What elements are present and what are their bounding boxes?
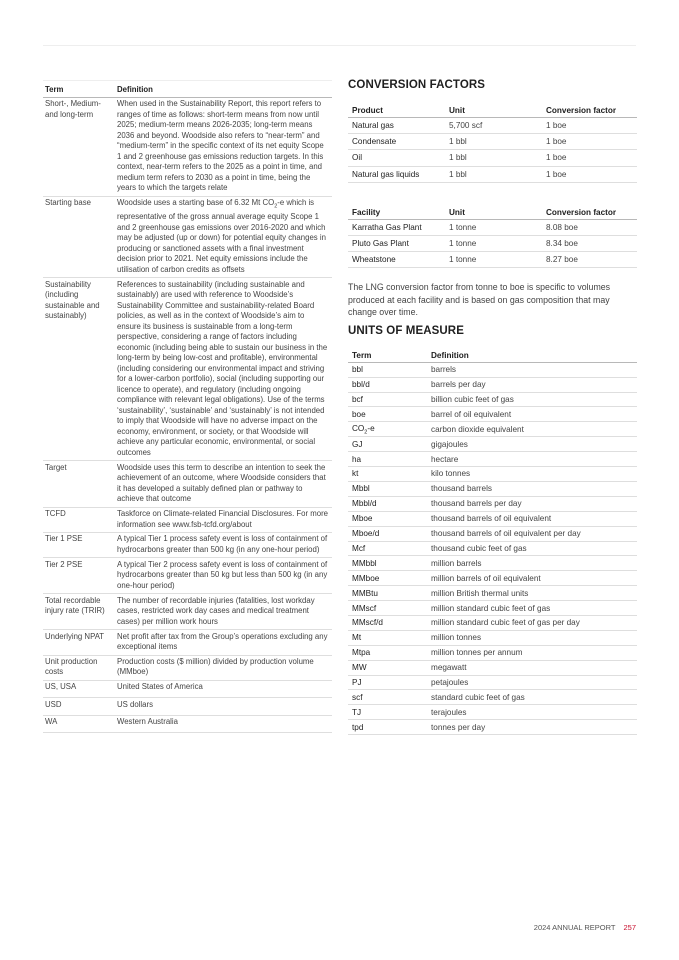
unit-term: boe: [348, 407, 427, 422]
unit-term: GJ: [348, 437, 427, 452]
units-of-measure-title: UNITS OF MEASURE: [348, 324, 464, 337]
table-row: [348, 467, 637, 482]
conversion-factors-title: CONVERSION FACTORS: [348, 79, 486, 91]
glossary-term: Underlying NPAT: [43, 630, 113, 655]
unit-definition: standard cubic feet of gas: [427, 690, 637, 705]
unit-definition: million tonnes: [427, 630, 637, 645]
table-row: [348, 556, 637, 571]
unit-term: Mbbl: [348, 481, 427, 496]
table-row: [43, 461, 332, 507]
column-header: Facility: [348, 206, 445, 220]
unit-definition: gigajoules: [427, 437, 637, 452]
glossary-definition: A typical Tier 2 process safety event is loss of containment of hydrocarbons greater than 50 kg but less than 500 kg (in any one-hour period): [113, 558, 332, 594]
table-row: [43, 655, 332, 680]
column-header: Definition: [427, 350, 637, 363]
table-row: [348, 675, 637, 690]
table-row: [43, 533, 332, 558]
table-row: [348, 150, 637, 166]
product-cell: Condensate: [348, 134, 445, 150]
glossary-definition: [113, 196, 332, 277]
glossary-term: TCFD: [43, 507, 113, 532]
factor-cell: 1 boe: [542, 118, 637, 134]
table-row: [43, 698, 332, 715]
glossary-definition-header: Definition: [113, 81, 332, 98]
report-name: 2024 ANNUAL REPORT: [533, 923, 616, 932]
glossary-definition: The number of recordable injuries (fatalities, lost workday cases, restricted work day cases and medical treatment cases) per million work hours: [113, 594, 332, 630]
unit-term: MW: [348, 660, 427, 675]
table-row: [348, 511, 637, 526]
page-footer: [534, 923, 636, 932]
glossary-term: WA: [43, 715, 113, 732]
table-row: [348, 235, 637, 251]
table-header-row: [348, 206, 637, 220]
glossary-definition: United States of America: [113, 680, 332, 697]
table-row: [348, 392, 637, 407]
table-row: [348, 660, 637, 675]
table-row: [43, 558, 332, 594]
glossary-term: Tier 1 PSE: [43, 533, 113, 558]
unit-term: tpd: [348, 720, 427, 735]
units-of-measure-table: [348, 350, 637, 735]
unit-term: Mboe/d: [348, 526, 427, 541]
unit-definition: hectare: [427, 452, 637, 467]
glossary-term: US, USA: [43, 680, 113, 697]
glossary-term: Target: [43, 461, 113, 507]
column-header: Term: [348, 350, 427, 363]
table-row: [43, 630, 332, 655]
glossary-term: USD: [43, 698, 113, 715]
glossary-term: Tier 2 PSE: [43, 558, 113, 594]
unit-definition: million barrels: [427, 556, 637, 571]
unit-term: scf: [348, 690, 427, 705]
glossary-definition: US dollars: [113, 698, 332, 715]
product-cell: Natural gas: [348, 118, 445, 134]
unit-term: Mcf: [348, 541, 427, 556]
glossary-section: [43, 80, 332, 733]
table-row: [348, 586, 637, 601]
unit-term: Mtpa: [348, 645, 427, 660]
table-row: [43, 594, 332, 630]
unit-cell: 1 bbl: [445, 150, 542, 166]
unit-term: kt: [348, 467, 427, 482]
unit-cell: 1 tonne: [445, 235, 542, 251]
table-row: [348, 422, 637, 437]
table-row: [43, 98, 332, 197]
unit-term: MMBtu: [348, 586, 427, 601]
unit-definition: million standard cubic feet of gas: [427, 601, 637, 616]
unit-definition: carbon dioxide equivalent: [427, 422, 637, 437]
unit-term: TJ: [348, 705, 427, 720]
glossary-definition: References to sustainability (including sustainable and sustainably) are used with reference to Woodside’s Sustainability Committee and sustainability-related Board policies, as well as in the context of Woodside’s aim to ensure its business is sustainable from a long-term perspective, considering a range of factors including economic (including being able to sustain our business in the long-term by being low-cost and profitable), environmental (including considering our environmental impact and striving for a lower-carbon portfolio), social (including supporting our licence to operate), and regulatory (including ongoing compliance with relevant legal obligations). Use of the terms ‘sustainability’, ‘sustainable’ and ‘sustainably’ is not intended to imply that Woodside will have no adverse impact on the economy, environment, or society, or that Woodside will achieve any particular economic, environmental, or social outcomes: [113, 278, 332, 461]
table-row: [348, 615, 637, 630]
glossary-definition: When used in the Sustainability Report, this report refers to ranges of time as follows: short-term means from now until 2025; medium-term means 2026-2035; long-term means 2036 and beyond. Woodside also refers to “near-term” and “medium-term” in the specific context of its net equity Scope 1 and 2 greenhouse gas emissions reduction targets. In this context, near-term refers to the 2025 as a point in time, and medium term refers to 2030 as a point in time, being the years to which the targets relate: [113, 98, 332, 197]
unit-cell: 5,700 scf: [445, 118, 542, 134]
unit-term: MMscf/d: [348, 615, 427, 630]
factor-cell: 8.27 boe: [542, 252, 637, 268]
unit-definition: tonnes per day: [427, 720, 637, 735]
subscript-text: 2: [274, 203, 278, 210]
table-row: [348, 705, 637, 720]
unit-definition: barrel of oil equivalent: [427, 407, 637, 422]
product-cell: Oil: [348, 150, 445, 166]
factor-cell: 8.34 boe: [542, 235, 637, 251]
glossary-table: [43, 80, 332, 733]
table-row: [348, 541, 637, 556]
facility-cell: Karratha Gas Plant: [348, 219, 445, 235]
table-row: [348, 720, 637, 735]
table-row: [348, 496, 637, 511]
unit-definition: billion cubic feet of gas: [427, 392, 637, 407]
unit-term: bbl: [348, 362, 427, 377]
column-header: Unit: [445, 206, 542, 220]
product-conversion-table: [348, 104, 637, 183]
table-row: [348, 526, 637, 541]
table-row: [43, 196, 332, 277]
table-header-row: [348, 104, 637, 118]
unit-cell: 1 bbl: [445, 134, 542, 150]
glossary-term: Sustainability (including sustainable and sustainably): [43, 278, 113, 461]
unit-definition: million standard cubic feet of gas per day: [427, 615, 637, 630]
unit-definition: barrels per day: [427, 377, 637, 392]
facility-cell: Pluto Gas Plant: [348, 235, 445, 251]
glossary-definition: Taskforce on Climate-related Financial Disclosures. For more information see www.fsb-tcfd.org/about: [113, 507, 332, 532]
glossary-definition: A typical Tier 1 process safety event is loss of containment of hydrocarbons greater than 500 kg (in any one-hour period): [113, 533, 332, 558]
glossary-definition: Net profit after tax from the Group’s operations excluding any exceptional items: [113, 630, 332, 655]
unit-cell: 1 tonne: [445, 219, 542, 235]
factor-cell: 1 boe: [542, 166, 637, 182]
table-row: [348, 407, 637, 422]
unit-term: bbl/d: [348, 377, 427, 392]
unit-term: ha: [348, 452, 427, 467]
unit-definition: barrels: [427, 362, 637, 377]
table-row: [43, 507, 332, 532]
unit-cell: 1 bbl: [445, 166, 542, 182]
top-divider: [43, 45, 636, 46]
glossary-term: Starting base: [43, 196, 113, 277]
glossary-definition: Production costs ($ million) divided by production volume (MMboe): [113, 655, 332, 680]
unit-term: $CO_2-e$: [348, 422, 427, 437]
right-column: [348, 79, 637, 735]
product-cell: Natural gas liquids: [348, 166, 445, 182]
column-header: Conversion factor: [542, 206, 637, 220]
table-row: [348, 571, 637, 586]
unit-term: MMscf: [348, 601, 427, 616]
definition-text: Woodside uses a starting base of 6.32 Mt CO: [117, 198, 275, 208]
table-row: [348, 362, 637, 377]
definition-text: -e which is representative of the gross annual average equity Scope 1 and 2 greenhouse gas emissions over 2016-2020 and which may be adjusted (up or down) for potential equity changes in producing or sanctioned assets with a final investment decision prior to 2021. Net equity emissions include the utilisation of carbon credits as offsets: [117, 198, 326, 274]
unit-definition: thousand cubic feet of gas: [427, 541, 637, 556]
table-row: [348, 134, 637, 150]
glossary-definition: Woodside uses this term to describe an intention to seek the achievement of an outcome, where Woodside considers that it has developed a suitably defined plan or pathway to achieve that outcome: [113, 461, 332, 507]
unit-term: MMbbl: [348, 556, 427, 571]
unit-definition: million tonnes per annum: [427, 645, 637, 660]
table-row: [43, 680, 332, 697]
table-row: [348, 377, 637, 392]
unit-definition: thousand barrels of oil equivalent per day: [427, 526, 637, 541]
glossary-header-row: [43, 81, 332, 98]
table-row: [348, 252, 637, 268]
table-row: [348, 481, 637, 496]
facility-cell: Wheatstone: [348, 252, 445, 268]
glossary-term: Short-, Medium- and long-term: [43, 98, 113, 197]
unit-term: Mboe: [348, 511, 427, 526]
unit-term: PJ: [348, 675, 427, 690]
column-header: Unit: [445, 104, 542, 118]
table-row: [348, 452, 637, 467]
unit-definition: megawatt: [427, 660, 637, 675]
facility-conversion-table: [348, 206, 637, 269]
table-row: [348, 690, 637, 705]
glossary-term: Total recordable injury rate (TRIR): [43, 594, 113, 630]
table-row: [348, 645, 637, 660]
page-number: 257: [623, 923, 636, 932]
glossary-term-header: Term: [43, 81, 113, 98]
unit-definition: million barrels of oil equivalent: [427, 571, 637, 586]
column-header: Product: [348, 104, 445, 118]
glossary-term: Unit production costs: [43, 655, 113, 680]
unit-term: Mt: [348, 630, 427, 645]
unit-definition: thousand barrels per day: [427, 496, 637, 511]
unit-cell: 1 tonne: [445, 252, 542, 268]
unit-term: Mbbl/d: [348, 496, 427, 511]
unit-term: bcf: [348, 392, 427, 407]
table-header-row: [348, 350, 637, 363]
lng-conversion-note: The LNG conversion factor from tonne to boe is specific to volumes produced at each facility and is based on gas composition that may change over time.: [348, 282, 611, 318]
unit-definition: million British thermal units: [427, 586, 637, 601]
unit-definition: thousand barrels of oil equivalent: [427, 511, 637, 526]
factor-cell: 1 boe: [542, 134, 637, 150]
table-row: [43, 278, 332, 461]
table-row: [348, 630, 637, 645]
factor-cell: 8.08 boe: [542, 219, 637, 235]
column-header: Conversion factor: [542, 104, 637, 118]
unit-term: MMboe: [348, 571, 427, 586]
unit-definition: kilo tonnes: [427, 467, 637, 482]
table-row: [348, 219, 637, 235]
unit-definition: thousand barrels: [427, 481, 637, 496]
table-row: [348, 601, 637, 616]
table-row: [348, 437, 637, 452]
unit-definition: petajoules: [427, 675, 637, 690]
table-row: [348, 118, 637, 134]
unit-definition: terajoules: [427, 705, 637, 720]
factor-cell: 1 boe: [542, 150, 637, 166]
table-row: [43, 715, 332, 732]
table-row: [348, 166, 637, 182]
glossary-definition: Western Australia: [113, 715, 332, 732]
